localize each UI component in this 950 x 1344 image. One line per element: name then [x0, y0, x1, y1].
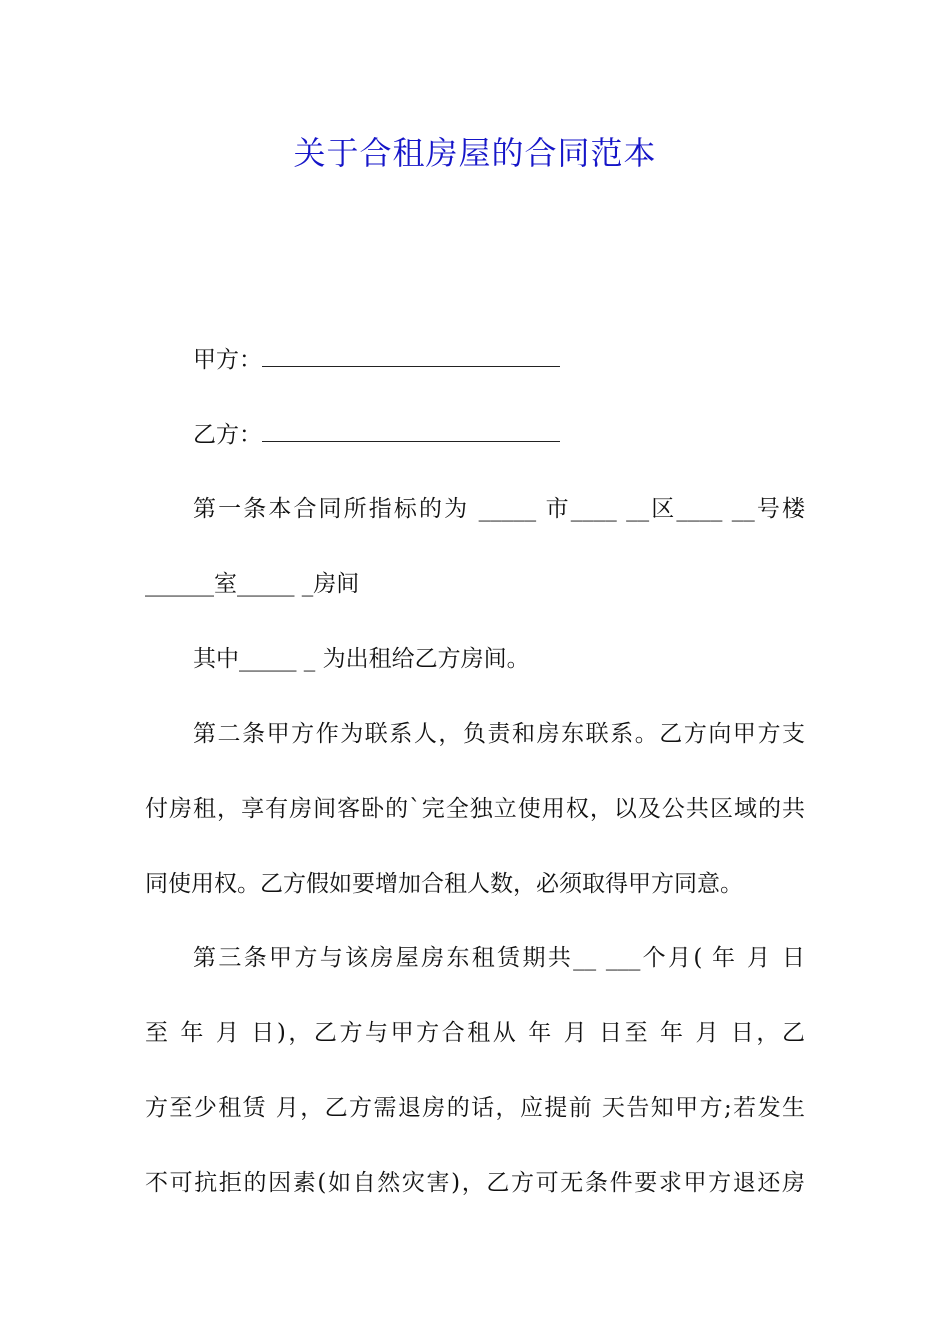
article-3-line-2: 至 年 月 日)，乙方与甲方合租从 年 月 日至 年 月 日，乙: [145, 1020, 805, 1046]
article-3-line-4: 不可抗拒的因素(如自然灾害)，乙方可无条件要求甲方退还房: [145, 1170, 805, 1196]
article-1-line-2: ______室_____ _房间: [145, 571, 360, 597]
document-title: 关于合租房屋的合同范本: [293, 134, 657, 172]
party-a-line: [193, 344, 560, 375]
article-3-line-3: 方至少租赁 月，乙方需退房的话，应提前 天告知甲方;若发生: [145, 1095, 805, 1121]
party-b-line: [193, 419, 560, 450]
article-2-line-2: 付房租，享有房间客卧的`完全独立使用权，以及公共区域的共: [145, 796, 805, 822]
party-b-label: 乙方：: [193, 422, 262, 448]
article-1-line-1: 第一条本合同所指标的为 _____ 市____ __区____ __号楼: [193, 496, 805, 522]
party-a-blank: [262, 344, 560, 367]
article-2-line-1: 第二条甲方作为联系人，负责和房东联系。乙方向甲方支: [193, 721, 805, 747]
article-1-line-3: 其中_____ _ 为出租给乙方房间。: [193, 646, 530, 672]
party-a-label: 甲方：: [193, 347, 262, 373]
article-2-line-3: 同使用权。乙方假如要增加合租人数，必须取得甲方同意。: [145, 871, 743, 897]
party-b-blank: [262, 419, 560, 442]
article-3-line-1: 第三条甲方与该房屋房东租赁期共__ ___个月( 年 月 日: [193, 945, 805, 971]
